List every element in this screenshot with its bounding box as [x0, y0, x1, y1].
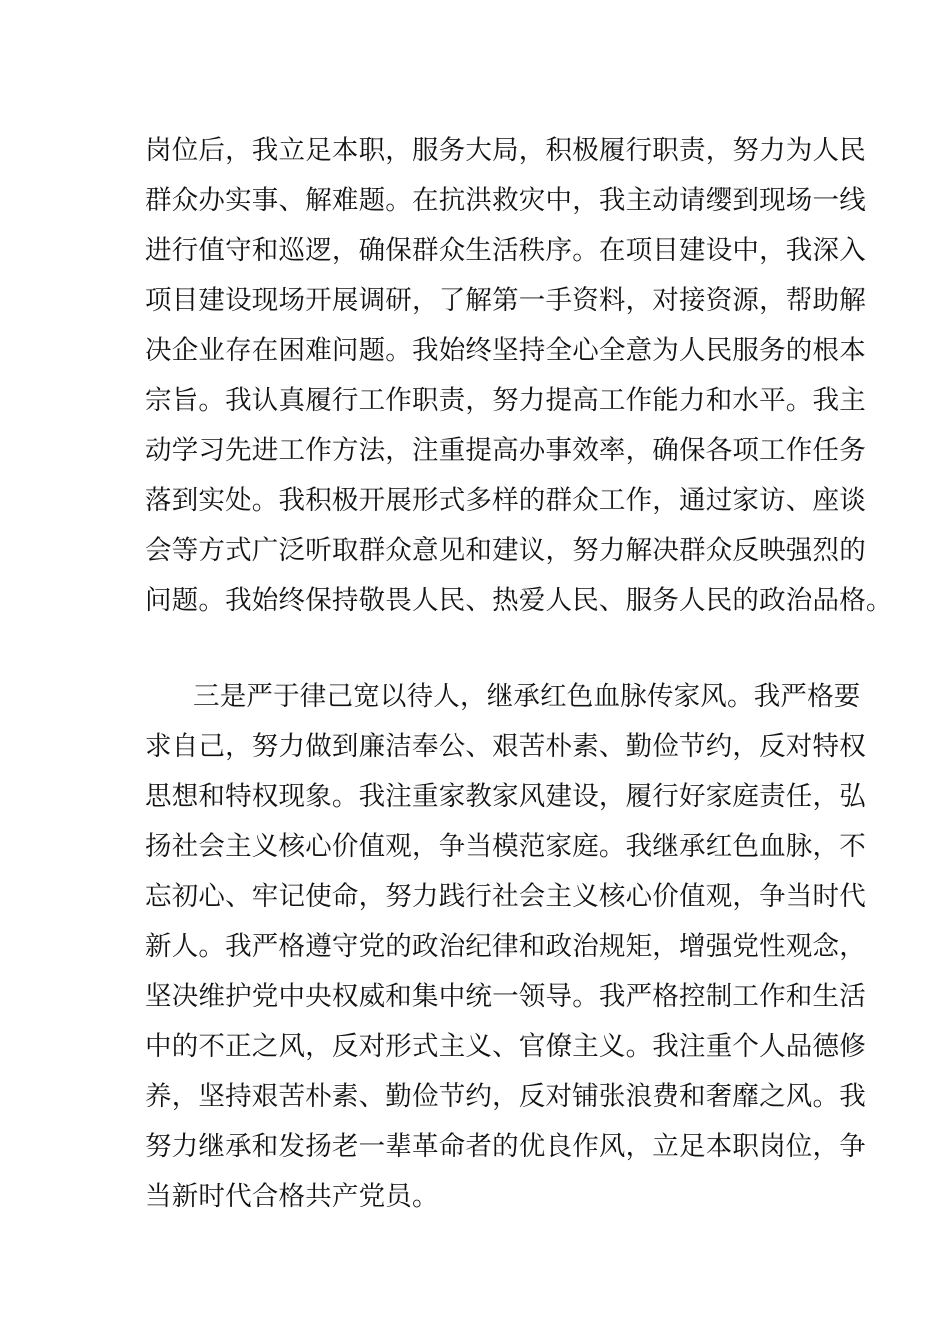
- paragraph-1-line: 宗旨。我认真履行工作职责，努力提高工作能力和水平。我主: [145, 385, 866, 416]
- paragraph-2-line: 扬社会主义核心价值观，争当模范家庭。我继承红色血脉，不: [145, 831, 866, 862]
- paragraph-2-line: 思想和特权现象。我注重家教家风建设，履行好家庭责任，弘: [145, 781, 866, 812]
- paragraph-1-line: 落到实处。我积极开展形式多样的群众工作，通过家访、座谈: [145, 485, 866, 516]
- paragraph-2-line: 努力继承和发扬老一辈革命者的优良作风，立足本职岗位，争: [145, 1131, 866, 1162]
- paragraph-2-line: 养，坚持艰苦朴素、勤俭节约，反对铺张浪费和奢靡之风。我: [145, 1081, 866, 1112]
- paragraph-1-line: 项目建设现场开展调研，了解第一手资料，对接资源，帮助解: [145, 285, 866, 316]
- paragraph-2-line: 求自己，努力做到廉洁奉公、艰苦朴素、勤俭节约，反对特权: [145, 731, 866, 762]
- paragraph-2-line: 坚决维护党中央权威和集中统一领导。我严格控制工作和生活: [145, 981, 866, 1012]
- paragraph-1-line: 进行值守和巡逻，确保群众生活秩序。在项目建设中，我深入: [145, 235, 866, 266]
- paragraph-1-line: 群众办实事、解难题。在抗洪救灾中，我主动请缨到现场一线: [145, 185, 866, 216]
- paragraph-1-line: 会等方式广泛听取群众意见和建议，努力解决群众反映强烈的: [145, 535, 866, 566]
- paragraph-1-line: 决企业存在困难问题。我始终坚持全心全意为人民服务的根本: [145, 335, 866, 366]
- paragraph-2-line: 中的不正之风，反对形式主义、官僚主义。我注重个人品德修: [145, 1031, 866, 1062]
- paragraph-2-line: 新人。我严格遵守党的政治纪律和政治规矩，增强党性观念，: [145, 931, 866, 962]
- paragraph-2-line: 忘初心、牢记使命，努力践行社会主义核心价值观，争当时代: [145, 881, 866, 912]
- paragraph-1-line: 动学习先进工作方法，注重提高办事效率，确保各项工作任务: [145, 435, 866, 466]
- paragraph-2-line: 三是严于律己宽以待人，继承红色血脉传家风。我严格要: [193, 681, 861, 712]
- paragraph-1-line: 岗位后，我立足本职，服务大局，积极履行职责，努力为人民: [145, 135, 866, 166]
- paragraph-1-line: 问题。我始终保持敬畏人民、热爱人民、服务人民的政治品格。: [145, 585, 893, 616]
- paragraph-2-line: 当新时代合格共产党员。: [145, 1181, 439, 1212]
